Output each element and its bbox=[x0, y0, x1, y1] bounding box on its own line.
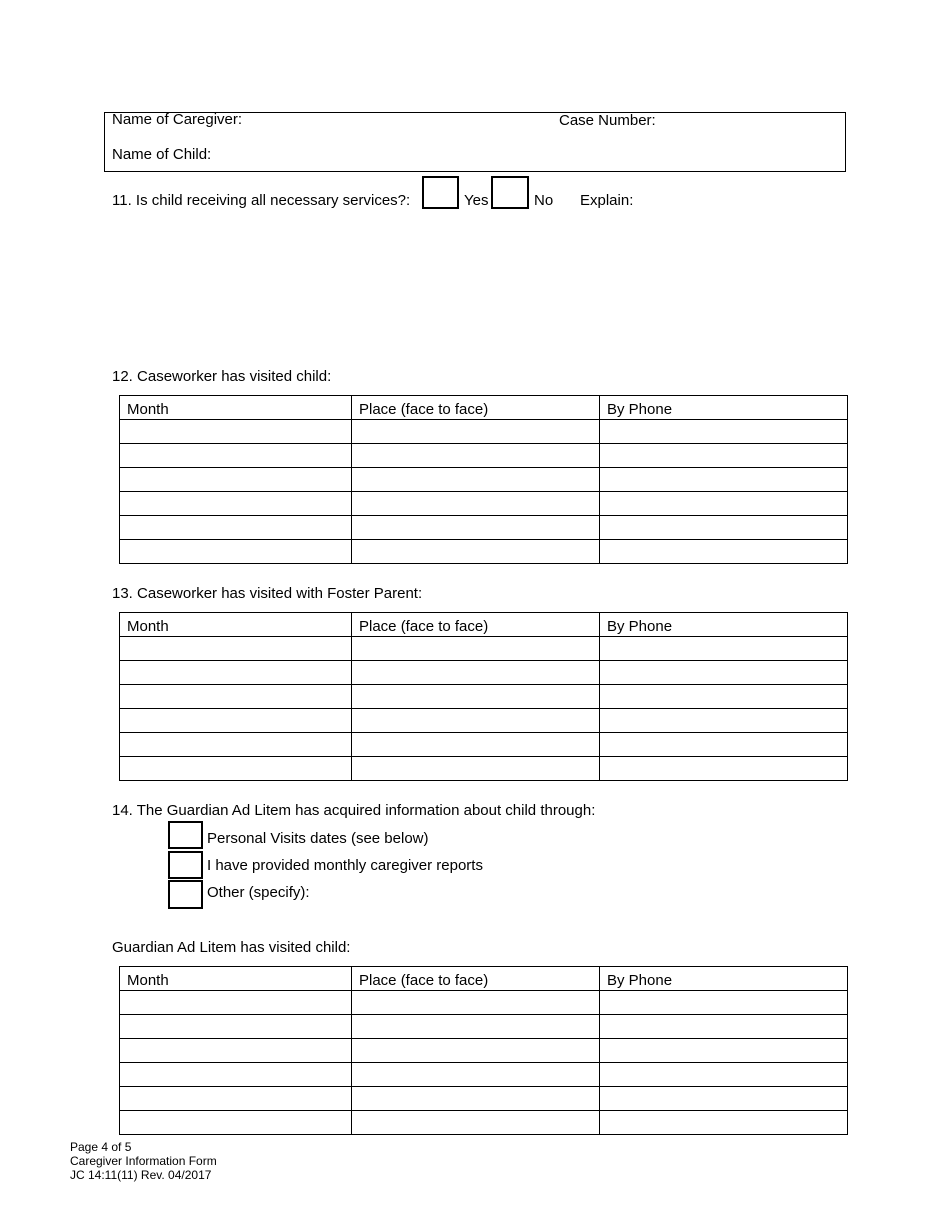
q11-yes-checkbox[interactable] bbox=[422, 176, 459, 209]
table-row bbox=[120, 1111, 848, 1135]
place-header: Place (face to face) bbox=[352, 967, 600, 991]
footer-form-id: JC 14:11(11) Rev. 04/2017 bbox=[70, 1168, 212, 1182]
phone-cell[interactable] bbox=[600, 1063, 848, 1087]
table-row bbox=[120, 540, 848, 564]
caregiver-name-label: Name of Caregiver: bbox=[112, 111, 243, 128]
month-cell[interactable] bbox=[120, 492, 352, 516]
place-cell[interactable] bbox=[352, 1015, 600, 1039]
place-cell[interactable] bbox=[352, 661, 600, 685]
month-header: Month bbox=[120, 613, 352, 637]
q11-no-checkbox[interactable] bbox=[491, 176, 529, 209]
q12-table bbox=[119, 395, 848, 564]
phone-cell[interactable] bbox=[600, 757, 848, 781]
month-cell[interactable] bbox=[120, 1111, 352, 1135]
place-cell[interactable] bbox=[352, 1087, 600, 1111]
q13-table bbox=[119, 612, 848, 781]
phone-header: By Phone bbox=[600, 613, 848, 637]
footer-page-number: Page 4 of 5 bbox=[70, 1140, 132, 1154]
child-name-label: Name of Child: bbox=[112, 146, 212, 163]
footer-form-name: Caregiver Information Form bbox=[70, 1154, 217, 1168]
month-cell[interactable] bbox=[120, 1039, 352, 1063]
table-row bbox=[120, 1063, 848, 1087]
month-cell[interactable] bbox=[120, 540, 352, 564]
place-cell[interactable] bbox=[352, 492, 600, 516]
table-row bbox=[120, 1087, 848, 1111]
place-header: Place (face to face) bbox=[352, 396, 600, 420]
month-cell[interactable] bbox=[120, 444, 352, 468]
phone-cell[interactable] bbox=[600, 420, 848, 444]
q14-title: 14. The Guardian Ad Litem has acquired information about child through: bbox=[112, 802, 596, 819]
phone-cell[interactable] bbox=[600, 685, 848, 709]
table-row bbox=[120, 468, 848, 492]
month-cell[interactable] bbox=[120, 991, 352, 1015]
place-cell[interactable] bbox=[352, 991, 600, 1015]
place-cell[interactable] bbox=[352, 685, 600, 709]
month-cell[interactable] bbox=[120, 420, 352, 444]
q11-yes-label: Yes bbox=[464, 192, 489, 209]
q11-question: 11. Is child receiving all necessary services?: bbox=[112, 192, 411, 209]
table-header-row bbox=[120, 967, 848, 991]
table-row bbox=[120, 757, 848, 781]
place-cell[interactable] bbox=[352, 757, 600, 781]
q11-no-label: No bbox=[534, 192, 554, 209]
table-row bbox=[120, 1015, 848, 1039]
phone-cell[interactable] bbox=[600, 468, 848, 492]
month-cell[interactable] bbox=[120, 1063, 352, 1087]
place-cell[interactable] bbox=[352, 1063, 600, 1087]
phone-cell[interactable] bbox=[600, 709, 848, 733]
month-cell[interactable] bbox=[120, 685, 352, 709]
table-row bbox=[120, 492, 848, 516]
table-header-row bbox=[120, 396, 848, 420]
gal-title: Guardian Ad Litem has visited child: bbox=[112, 939, 351, 956]
phone-cell[interactable] bbox=[600, 540, 848, 564]
place-cell[interactable] bbox=[352, 468, 600, 492]
place-header: Place (face to face) bbox=[352, 613, 600, 637]
place-cell[interactable] bbox=[352, 733, 600, 757]
table-row bbox=[120, 1039, 848, 1063]
place-cell[interactable] bbox=[352, 637, 600, 661]
place-cell[interactable] bbox=[352, 516, 600, 540]
personal-visits-checkbox[interactable] bbox=[168, 821, 203, 849]
monthly-reports-checkbox[interactable] bbox=[168, 851, 203, 879]
table-row bbox=[120, 709, 848, 733]
phone-cell[interactable] bbox=[600, 733, 848, 757]
month-header: Month bbox=[120, 967, 352, 991]
place-cell[interactable] bbox=[352, 420, 600, 444]
place-cell[interactable] bbox=[352, 540, 600, 564]
phone-header: By Phone bbox=[600, 967, 848, 991]
phone-header: By Phone bbox=[600, 396, 848, 420]
phone-cell[interactable] bbox=[600, 516, 848, 540]
table-row bbox=[120, 516, 848, 540]
month-cell[interactable] bbox=[120, 733, 352, 757]
other-label: Other (specify): bbox=[207, 884, 310, 901]
month-header: Month bbox=[120, 396, 352, 420]
table-row bbox=[120, 420, 848, 444]
table-row bbox=[120, 637, 848, 661]
table-row bbox=[120, 444, 848, 468]
month-cell[interactable] bbox=[120, 516, 352, 540]
phone-cell[interactable] bbox=[600, 444, 848, 468]
q11-explain-label: Explain: bbox=[580, 192, 634, 209]
q13-title: 13. Caseworker has visited with Foster Parent: bbox=[112, 585, 423, 602]
gal-table bbox=[119, 966, 848, 1135]
personal-visits-label: Personal Visits dates (see below) bbox=[207, 830, 429, 847]
table-row bbox=[120, 733, 848, 757]
other-checkbox[interactable] bbox=[168, 880, 203, 909]
phone-cell[interactable] bbox=[600, 1111, 848, 1135]
table-row bbox=[120, 991, 848, 1015]
place-cell[interactable] bbox=[352, 444, 600, 468]
table-row bbox=[120, 661, 848, 685]
monthly-reports-label: I have provided monthly caregiver reports bbox=[207, 857, 483, 874]
phone-cell[interactable] bbox=[600, 637, 848, 661]
month-cell[interactable] bbox=[120, 757, 352, 781]
phone-cell[interactable] bbox=[600, 492, 848, 516]
phone-cell[interactable] bbox=[600, 1039, 848, 1063]
table-header-row bbox=[120, 613, 848, 637]
phone-cell[interactable] bbox=[600, 661, 848, 685]
month-cell[interactable] bbox=[120, 637, 352, 661]
month-cell[interactable] bbox=[120, 1015, 352, 1039]
month-cell[interactable] bbox=[120, 661, 352, 685]
month-cell[interactable] bbox=[120, 1087, 352, 1111]
place-cell[interactable] bbox=[352, 1111, 600, 1135]
phone-cell[interactable] bbox=[600, 1015, 848, 1039]
phone-cell[interactable] bbox=[600, 1087, 848, 1111]
month-cell[interactable] bbox=[120, 709, 352, 733]
case-number-label: Case Number: bbox=[559, 112, 656, 129]
month-cell[interactable] bbox=[120, 468, 352, 492]
place-cell[interactable] bbox=[352, 709, 600, 733]
place-cell[interactable] bbox=[352, 1039, 600, 1063]
table-row bbox=[120, 685, 848, 709]
phone-cell[interactable] bbox=[600, 991, 848, 1015]
q12-title: 12. Caseworker has visited child: bbox=[112, 368, 332, 385]
